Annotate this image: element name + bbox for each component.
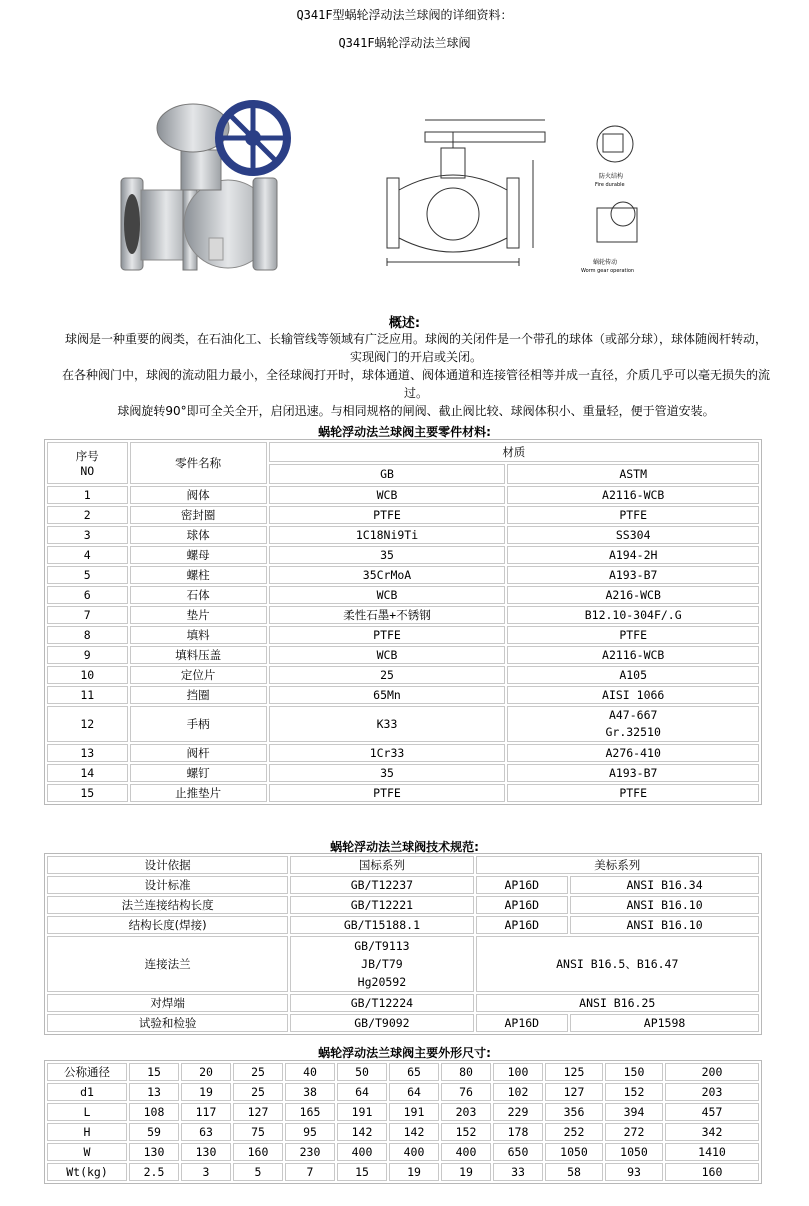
dims-cell: 3: [181, 1163, 231, 1181]
dims-row-label: 公称通径: [47, 1063, 127, 1081]
cell-no: 5: [47, 566, 128, 584]
dims-row-label: L: [47, 1103, 127, 1121]
dims-cell: 117: [181, 1103, 231, 1121]
cell-gb: WCB: [269, 486, 506, 504]
spec-ansi: ANSI B16.10: [570, 916, 759, 934]
dims-cell: 127: [233, 1103, 283, 1121]
drawing-label-fire-en: Fire durable: [595, 182, 625, 188]
table-row: [47, 1143, 759, 1161]
cell-astm: A47-667 Gr.32510: [507, 706, 759, 742]
header-astm: ASTM: [507, 464, 759, 484]
spec-gb: GB/T15188.1: [290, 916, 473, 934]
spec-label: 连接法兰: [47, 936, 288, 992]
cell-astm: PTFE: [507, 626, 759, 644]
dims-cell: 152: [605, 1083, 663, 1101]
cell-astm: A216-WCB: [507, 586, 759, 604]
spec-ansi: ANSI B16.10: [570, 896, 759, 914]
cell-no: 6: [47, 586, 128, 604]
dims-cell: 400: [441, 1143, 491, 1161]
dims-cell: 203: [441, 1103, 491, 1121]
dims-cell: 108: [129, 1103, 179, 1121]
spec-gb: GB/T12224: [290, 994, 473, 1012]
dims-row-label: H: [47, 1123, 127, 1141]
drawing-label-worm: 蜗轮传动: [593, 259, 618, 266]
table-row: [47, 744, 759, 762]
cell-part-name: 垫片: [130, 606, 267, 624]
spec-label: 法兰连接结构长度: [47, 896, 288, 914]
overview-paragraph: 球阀旋转90°即可全关全开，启闭迅速。与相同规格的闸阀、截止阀比较、球阀体积小、重量轻，便于管道安装。: [117, 404, 715, 418]
dims-cell: 1050: [545, 1143, 603, 1161]
dims-cell: 102: [493, 1083, 543, 1101]
dims-cell: 75: [233, 1123, 283, 1141]
cell-gb: WCB: [269, 586, 506, 604]
header-material: 材质: [269, 442, 759, 462]
spec-label: 结构长度(焊接): [47, 916, 288, 934]
table-row: [47, 784, 759, 802]
cell-part-name: 阀杆: [130, 744, 267, 762]
cell-part-name: 螺柱: [130, 566, 267, 584]
cell-no: 4: [47, 546, 128, 564]
dims-row-label: W: [47, 1143, 127, 1161]
cell-astm: A2116-WCB: [507, 646, 759, 664]
spec-label: 试验和检验: [47, 1014, 288, 1032]
cell-part-name: 密封圈: [130, 506, 267, 524]
spec-ansi: AP1598: [570, 1014, 759, 1032]
cell-no: 1: [47, 486, 128, 504]
cell-gb: PTFE: [269, 784, 506, 802]
table-row: [47, 666, 759, 684]
cell-gb: 65Mn: [269, 686, 506, 704]
overview-paragraph: 在各种阀门中，球阀的流动阻力最小，全径球阀打开时，球体通道、阀体通道和连接管径相等并成一直径，介质几乎可以毫无损失的流过。: [61, 368, 770, 400]
cell-no: 2: [47, 506, 128, 524]
cell-part-name: 挡圈: [130, 686, 267, 704]
dims-cell: 152: [441, 1123, 491, 1141]
dims-cell: 95: [285, 1123, 335, 1141]
header-no: 序号 NO: [47, 442, 128, 484]
dims-cell: 80: [441, 1063, 491, 1081]
cell-gb: 柔性石墨+不锈钢: [269, 606, 506, 624]
cell-no: 12: [47, 706, 128, 742]
table-row: [47, 1103, 759, 1121]
dims-cell: 650: [493, 1143, 543, 1161]
table-row: [47, 606, 759, 624]
page-subtitle: Q341F蜗轮浮动法兰球阀: [338, 36, 471, 50]
cell-no: 10: [47, 666, 128, 684]
cell-part-name: 螺钉: [130, 764, 267, 782]
dims-cell: 19: [389, 1163, 439, 1181]
dims-cell: 457: [665, 1103, 759, 1121]
cell-part-name: 填料压盖: [130, 646, 267, 664]
cell-part-name: 球体: [130, 526, 267, 544]
spec-ansi: ANSI B16.34: [570, 876, 759, 894]
dims-cell: 2.5: [129, 1163, 179, 1181]
spec-api: AP16D: [476, 876, 569, 894]
table-row: [47, 626, 759, 644]
dims-cell: 93: [605, 1163, 663, 1181]
cell-no: 11: [47, 686, 128, 704]
dims-cell: 342: [665, 1123, 759, 1141]
cell-no: 7: [47, 606, 128, 624]
dims-cell: 50: [337, 1063, 387, 1081]
dims-cell: 59: [129, 1123, 179, 1141]
dims-cell: 160: [665, 1163, 759, 1181]
dims-row-label: Wt(kg): [47, 1163, 127, 1181]
table-row: [47, 706, 759, 742]
spec-api: AP16D: [476, 1014, 569, 1032]
spec-header-gb: 国标系列: [290, 856, 473, 874]
dims-cell: 142: [337, 1123, 387, 1141]
dims-cell: 125: [545, 1063, 603, 1081]
spec-label: 设计标准: [47, 876, 288, 894]
table-row: [47, 1163, 759, 1181]
spec-api: AP16D: [476, 916, 569, 934]
spec-gb: GB/T9092: [290, 1014, 473, 1032]
dims-cell: 252: [545, 1123, 603, 1141]
cell-gb: PTFE: [269, 506, 506, 524]
cell-astm: A276-410: [507, 744, 759, 762]
spec-table: [44, 853, 762, 1035]
dims-cell: 394: [605, 1103, 663, 1121]
table-row: [47, 566, 759, 584]
dims-cell: 19: [441, 1163, 491, 1181]
dims-cell: 19: [181, 1083, 231, 1101]
spec-gb: GB/T12237: [290, 876, 473, 894]
overview-paragraph: 球阀是一种重要的阀类，在石油化工、长输管线等领域有广泛应用。球阀的关闭件是一个带孔的球体（或部分球），球体随阀杆转动，实现阀门的开启或关闭。: [64, 332, 767, 364]
cell-part-name: 止推垫片: [130, 784, 267, 802]
dims-cell: 33: [493, 1163, 543, 1181]
dims-cell: 7: [285, 1163, 335, 1181]
cell-part-name: 螺母: [130, 546, 267, 564]
cell-part-name: 定位片: [130, 666, 267, 684]
drawing-label-fire: 防火结构: [599, 173, 624, 180]
table-row: [47, 586, 759, 604]
page-title: Q341F型蜗轮浮动法兰球阀的详细资料：: [296, 8, 513, 22]
dims-cell: 229: [493, 1103, 543, 1121]
dims-cell: 230: [285, 1143, 335, 1161]
dims-cell: 25: [233, 1063, 283, 1081]
valve-photo: [113, 98, 295, 280]
spec-ansi: ANSI B16.25: [476, 994, 759, 1012]
cell-gb: 35: [269, 546, 506, 564]
dims-cell: 142: [389, 1123, 439, 1141]
dims-cell: 38: [285, 1083, 335, 1101]
dims-cell: 15: [129, 1063, 179, 1081]
dims-cell: 25: [233, 1083, 283, 1101]
dims-cell: 1410: [665, 1143, 759, 1161]
materials-table: [44, 439, 762, 805]
cell-part-name: 手柄: [130, 706, 267, 742]
dims-cell: 191: [389, 1103, 439, 1121]
cell-astm: A193-B7: [507, 566, 759, 584]
spec-ansi: ANSI B16.5、B16.47: [476, 936, 759, 992]
materials-title: 蜗轮浮动法兰球阀主要零件材料:: [318, 425, 491, 439]
cell-gb: 1C18Ni9Ti: [269, 526, 506, 544]
cell-astm: PTFE: [507, 506, 759, 524]
cell-part-name: 填料: [130, 626, 267, 644]
table-row: [47, 686, 759, 704]
dims-cell: 178: [493, 1123, 543, 1141]
dims-cell: 130: [129, 1143, 179, 1161]
table-row: [47, 1063, 759, 1081]
spec-label: 对焊端: [47, 994, 288, 1012]
cell-astm: PTFE: [507, 784, 759, 802]
cell-gb: 35CrMoA: [269, 566, 506, 584]
dims-cell: 63: [181, 1123, 231, 1141]
table-row: [47, 1123, 759, 1141]
dims-table: [44, 1060, 762, 1184]
dims-row-label: d1: [47, 1083, 127, 1101]
spec-header-us: 美标系列: [476, 856, 759, 874]
header-gb: GB: [269, 464, 506, 484]
dims-cell: 100: [493, 1063, 543, 1081]
cell-astm: AISI 1066: [507, 686, 759, 704]
cell-gb: WCB: [269, 646, 506, 664]
cell-no: 13: [47, 744, 128, 762]
table-row: [47, 764, 759, 782]
cell-astm: A194-2H: [507, 546, 759, 564]
dims-cell: 64: [337, 1083, 387, 1101]
cell-astm: A105: [507, 666, 759, 684]
spec-api: AP16D: [476, 896, 569, 914]
cell-astm: A193-B7: [507, 764, 759, 782]
dims-cell: 127: [545, 1083, 603, 1101]
dims-cell: 58: [545, 1163, 603, 1181]
spec-gb: GB/T12221: [290, 896, 473, 914]
dims-cell: 130: [181, 1143, 231, 1161]
dims-cell: 203: [665, 1083, 759, 1101]
cell-astm: A2116-WCB: [507, 486, 759, 504]
dims-cell: 400: [337, 1143, 387, 1161]
spec-gb-multi: GB/T9113 JB/T79 Hg20592: [290, 936, 473, 992]
dims-cell: 272: [605, 1123, 663, 1141]
dims-cell: 15: [337, 1163, 387, 1181]
cell-no: 8: [47, 626, 128, 644]
cell-no: 15: [47, 784, 128, 802]
cell-part-name: 石体: [130, 586, 267, 604]
cell-no: 14: [47, 764, 128, 782]
spec-title: 蜗轮浮动法兰球阀技术规范:: [330, 840, 479, 854]
cell-gb: 25: [269, 666, 506, 684]
table-row: [47, 646, 759, 664]
cell-gb: 1Cr33: [269, 744, 506, 762]
cell-no: 3: [47, 526, 128, 544]
cell-part-name: 阀体: [130, 486, 267, 504]
table-row: [47, 486, 759, 504]
dims-title: 蜗轮浮动法兰球阀主要外形尺寸:: [318, 1046, 491, 1060]
dims-cell: 150: [605, 1063, 663, 1081]
dims-cell: 356: [545, 1103, 603, 1121]
dims-cell: 165: [285, 1103, 335, 1121]
valve-technical-drawing: [367, 100, 649, 282]
dims-cell: 191: [337, 1103, 387, 1121]
cell-astm: B12.10-304F/.G: [507, 606, 759, 624]
cell-gb: K33: [269, 706, 506, 742]
dims-cell: 64: [389, 1083, 439, 1101]
cell-gb: 35: [269, 764, 506, 782]
spec-header-basis: 设计依据: [47, 856, 288, 874]
dims-cell: 20: [181, 1063, 231, 1081]
dims-cell: 1050: [605, 1143, 663, 1161]
header-part-name: 零件名称: [130, 442, 267, 484]
drawing-label-worm-en: Worm gear operation: [581, 268, 635, 274]
table-row: [47, 546, 759, 564]
table-row: [47, 506, 759, 524]
dims-cell: 5: [233, 1163, 283, 1181]
dims-cell: 200: [665, 1063, 759, 1081]
dims-cell: 13: [129, 1083, 179, 1101]
dims-cell: 65: [389, 1063, 439, 1081]
cell-no: 9: [47, 646, 128, 664]
dims-cell: 400: [389, 1143, 439, 1161]
cell-gb: PTFE: [269, 626, 506, 644]
cell-astm: SS304: [507, 526, 759, 544]
dims-cell: 160: [233, 1143, 283, 1161]
table-row: [47, 1083, 759, 1101]
dims-cell: 40: [285, 1063, 335, 1081]
overview-heading: 概述:: [388, 316, 421, 331]
dims-cell: 76: [441, 1083, 491, 1101]
table-row: [47, 526, 759, 544]
